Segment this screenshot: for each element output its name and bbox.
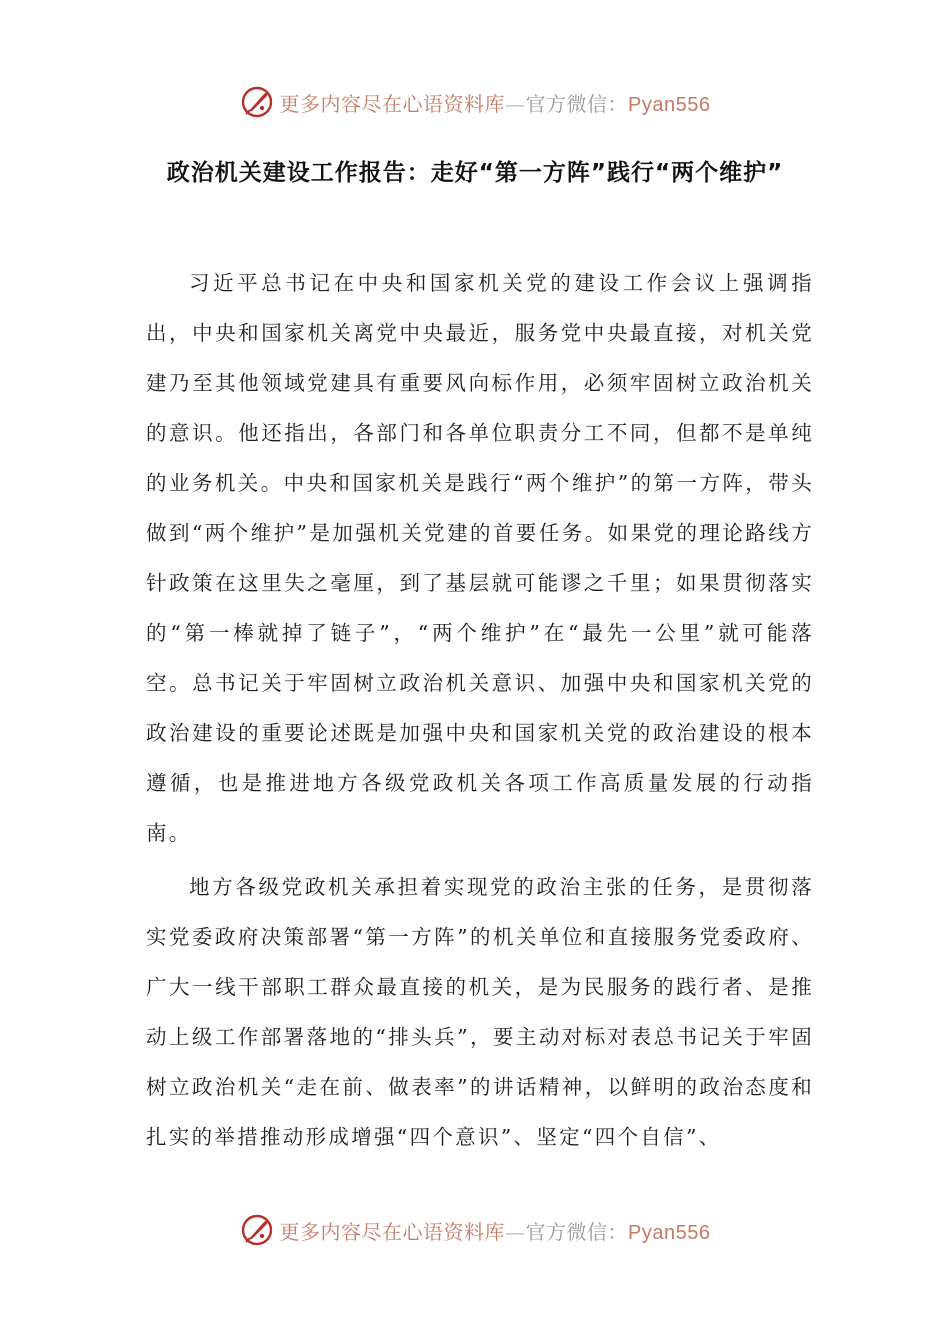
banner-site-text: 更多内容尽在心语资料库 <box>279 1219 506 1244</box>
banner-wechat-id: Pyan556 <box>628 1221 711 1244</box>
paragraph: 习近平总书记在中央和国家机关党的建设工作会议上强调指出，中央和国家机关离党中央最近，服务党中央最直接，对机关党建乃至其他领域党建具有重要风向标作用，必须牢固树立政治机关的意识。他还指出，各部门和各单位职责分工不同，但都不是单纯的业务机关。中央和国家机关是践行“两个维护”的第一方阵，带头做到“两个维护”是加强机关党建的首要任务。如果党的理论路线方针政策在这里失之毫厘，到了基层就可能谬之千里；如果贯彻落实的“第一棒就掉了链子”，“两个维护”在“最先一公里”就可能落空。总书记关于牢固树立政治机关意识、加强中央和国家机关党的政治建设的重要论述既是加强中央和国家机关党的政治建设的根本遵循，也是推进地方各级党政机关各项工作高质量发展的行动指南。 <box>146 271 814 845</box>
banner-wechat-label: 官方微信： <box>525 1219 629 1244</box>
banner-text <box>280 88 711 117</box>
quill-pen-icon <box>240 85 274 119</box>
banner-dash: — <box>505 1219 526 1244</box>
footer-banner <box>0 1210 950 1250</box>
document-title: 政治机关建设工作报告：走好“第一方阵”践行“两个维护” <box>166 160 784 186</box>
banner-text <box>280 1216 711 1245</box>
banner-site-text: 更多内容尽在心语资料库 <box>279 91 506 116</box>
document-body <box>146 258 814 1166</box>
banner-wechat-id: Pyan556 <box>628 93 711 116</box>
header-banner <box>0 82 950 122</box>
banner-wechat-label: 官方微信： <box>525 91 629 116</box>
quill-pen-icon <box>240 1213 274 1247</box>
paragraph: 地方各级党政机关承担着实现党的政治主张的任务，是贯彻落实党委政府决策部署“第一方阵”的机关单位和直接服务党委政府、广大一线干部职工群众最直接的机关，是为民服务的践行者、是推动上级工作部署落地的“排头兵”，要主动对标对表总书记关于牢固树立政治机关“走在前、做表率”的讲话精神，以鲜明的政治态度和扎实的举措推动形成增强“四个意识”、坚定“四个自信”、 <box>146 875 814 1149</box>
banner-dash: — <box>505 91 526 116</box>
